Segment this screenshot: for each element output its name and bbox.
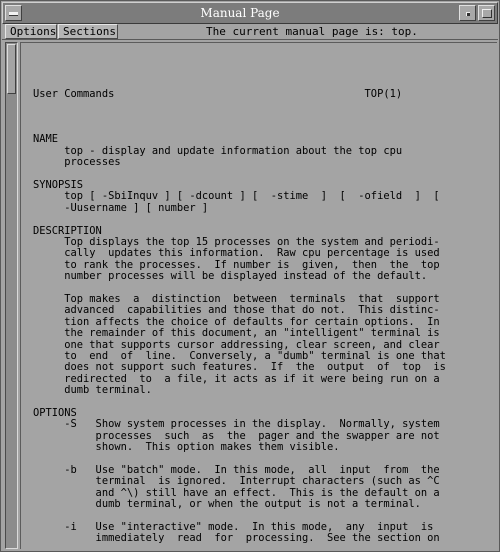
manual-page-content[interactable] bbox=[20, 42, 497, 549]
options-menu-button[interactable]: Options bbox=[5, 24, 57, 39]
minimize-icon[interactable] bbox=[459, 5, 476, 21]
maximize-icon[interactable] bbox=[478, 5, 495, 21]
title-bar[interactable] bbox=[2, 2, 498, 24]
menu-bar bbox=[2, 24, 498, 40]
manual-page-text: User Commands TOP(1) NAME top - display and update information about the top cpu processes SYNOPSIS top [ -SbiInquv ] [ -dcount ] [ -stime ] [ -ofield ] [ -Uusername ] [ number ] DESCRIPTION Top displays the top 15 processes on the system and periodi- cally updates this information. Raw cpu percentage is used to rank the processes. If number is given, then the top number processes will be displayed instead of the default. Top makes a distinction between terminals that support advanced capabilities and those that do not. This distinc- tion affects the choice of defaults for certain options. In the remainder of this document, an "intelligent" terminal is one that supports cursor addressing, clear screen, and clear to end of line. Conversely, a "dumb" terminal is one that does not support such features. If the output of top is redirected to a file, it acts as if it were being run on a dumb terminal. OPTIONS -S Show system processes in the display. Normally, system processes such as the pager and the swapper are not shown. This option makes them visible. -b Use "batch" mode. In this mode, all input from the terminal is ignored. Interrupt characters (such as ^C and ^\) still have an effect. This is the default on a dumb terminal, or when the output is not a terminal. -i Use "interactive" mode. In this mode, any input is immediately read for processing. See the section on bbox=[33, 87, 446, 545]
sections-menu-button[interactable]: Sections bbox=[58, 24, 118, 39]
vertical-scrollbar[interactable] bbox=[5, 42, 18, 549]
current-page-status: The current manual page is: top. bbox=[206, 25, 418, 38]
scrollbar-thumb[interactable] bbox=[7, 44, 16, 94]
window-title: Manual Page bbox=[200, 6, 280, 20]
window-menu-icon[interactable] bbox=[5, 5, 22, 21]
